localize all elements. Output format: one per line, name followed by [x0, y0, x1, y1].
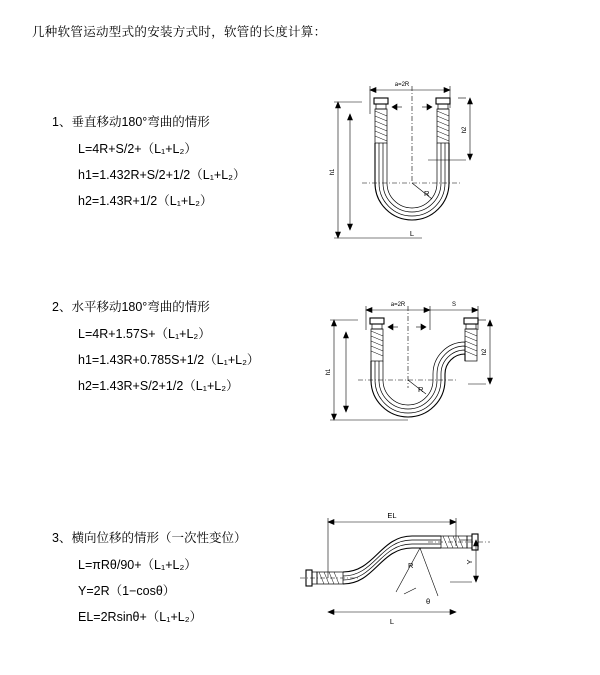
dim-label-y: Y — [465, 559, 474, 565]
dim-label-h2: h2 — [462, 126, 468, 134]
section-2-formula-3: h2=1.43R+S/2+1/2（L₁+L₂） — [78, 379, 239, 393]
radius-label-r: R — [424, 189, 430, 198]
section-3-text — [52, 528, 246, 633]
section-3-diagram — [300, 500, 490, 640]
dim-label-a-2r: a=2R — [394, 82, 410, 88]
radius-label-r-3: R — [408, 561, 414, 570]
section-2-text — [52, 297, 259, 402]
section-1-formula-2: h1=1.432R+S/2+1/2（L₁+L₂） — [78, 168, 246, 182]
section-2-title: 2、水平移动180°弯曲的情形 — [52, 300, 210, 314]
section-1-formula-1: L=4R+S/2+（L₁+L₂） — [78, 142, 197, 156]
length-label-l-3: L — [389, 617, 395, 626]
dim-label-h2-2: h2 — [482, 348, 488, 356]
dim-label-s: S — [451, 302, 457, 308]
section-3-formula-2: Y=2R（1−cosθ） — [78, 584, 176, 598]
dim-label-el: EL — [387, 511, 397, 520]
section-3-title: 3、横向位移的情形（一次性变位） — [52, 531, 247, 545]
section-1-diagram — [318, 68, 498, 268]
angle-label-theta: θ — [426, 597, 431, 606]
section-3-formula-3: EL=2Rsinθ+（L₁+L₂） — [78, 610, 203, 624]
section-1-text — [52, 112, 246, 217]
dim-label-h1-2: h1 — [326, 368, 332, 376]
section-2-diagram — [318, 288, 498, 468]
section-1-formula-3: h2=1.43R+1/2（L₁+L₂） — [78, 194, 213, 208]
section-2-formula-1: L=4R+1.57S+（L₁+L₂） — [78, 327, 211, 341]
dim-label-h1: h1 — [330, 168, 336, 176]
page-title: 几种软管运动型式的安装方式时，软管的长度计算： — [32, 25, 327, 39]
section-2-formula-2: h1=1.43R+0.785S+1/2（L₁+L₂） — [78, 353, 260, 367]
radius-label-r-2: R — [418, 385, 424, 394]
section-3-formula-1: L=πRθ/90+（L₁+L₂） — [78, 558, 197, 572]
length-label-l: L — [409, 229, 415, 238]
section-1-title: 1、垂直移动180°弯曲的情形 — [52, 115, 210, 129]
dim-label-a-2r-2: a=2R — [390, 302, 406, 308]
